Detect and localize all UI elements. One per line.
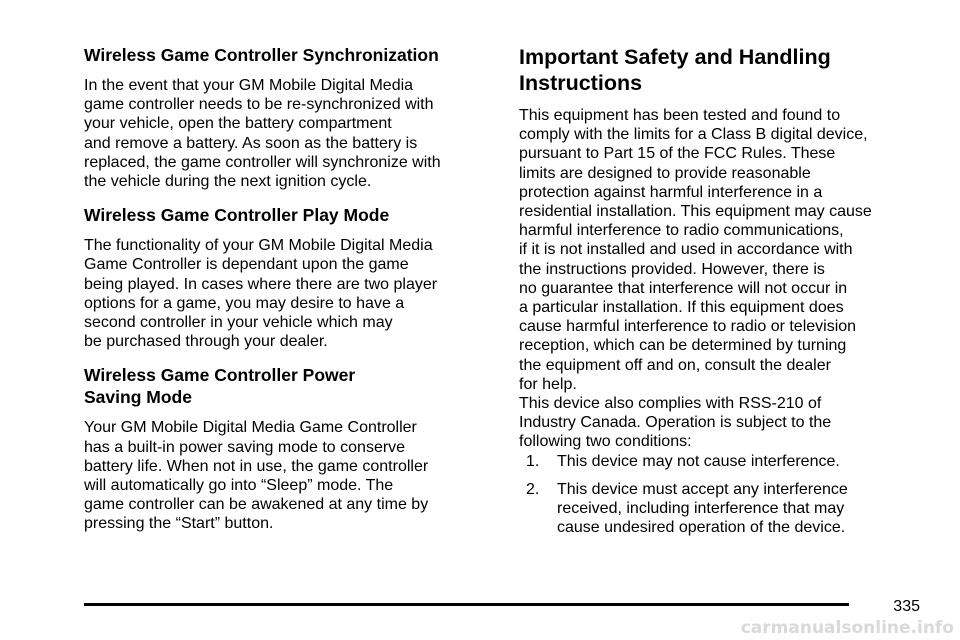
section-play-mode xyxy=(84,204,496,351)
section-body: In the event that your GM Mobile Digital Media game controller needs to be re-synchronized with your vehicle, open the battery compartment and remove a battery. As soon as the battery is replaced, the game controller will synchronize with the vehicle during the next ignition cycle. xyxy=(84,77,441,191)
section-power-saving xyxy=(84,364,496,533)
section-synchronization xyxy=(84,44,496,191)
watermark: carmanualsonline.info xyxy=(740,618,954,638)
section-heading: Wireless Game Controller Synchronization xyxy=(84,45,439,65)
page-number: 335 xyxy=(893,598,920,615)
list-item xyxy=(519,480,939,538)
list-item xyxy=(519,452,939,471)
section-heading: Wireless Game Controller Play Mode xyxy=(84,205,390,226)
footer-rule xyxy=(84,603,849,606)
section-body: The functionality of your GM Mobile Digital Media Game Controller is dependant upon the game being played. In cases where there are two player options for a game, you may desire to have a second controller in your vehicle which may be purchased through your dealer. xyxy=(84,237,438,351)
fcc-paragraph: This equipment has been tested and found to comply with the limits for a Class B digital device, pursuant to Part 15 of the FCC Rules. These limits are designed to provide reasonable protection against harmful interference in a residential installation. This equipment may cause harmful interference to radio communications, if it is not installed and used in accordance with the instructions provided. However, there is no guarantee that interference will not occur in a particular installation. If this equipment does cause harmful interference to radio or television reception, which can be determined by turning the equipment off and on, consult the dealer for help. xyxy=(519,107,872,393)
section-body: Your GM Mobile Digital Media Game Controller has a built-in power saving mode to conserve battery life. When not in use, the game controller will automatically go into “Sleep” mode. The game controller can be awakened at any time by pressing the “Start” button. xyxy=(84,419,429,533)
left-column xyxy=(84,44,496,547)
safety-heading: Important Safety and Handling Instructions xyxy=(519,45,831,95)
conditions-list xyxy=(519,452,939,538)
list-number: 2. xyxy=(526,480,540,498)
list-text: This device may not cause interference. xyxy=(557,452,840,470)
section-heading: Wireless Game Controller Power Saving Mode xyxy=(84,365,356,408)
list-text: This device must accept any interference received, including interference that may cause undesired operation of the device. xyxy=(557,480,848,537)
list-number: 1. xyxy=(526,452,540,470)
rss-paragraph: This device also complies with RSS-210 of Industry Canada. Operation is subject to the following two conditions: xyxy=(519,395,832,451)
right-column xyxy=(519,44,939,546)
